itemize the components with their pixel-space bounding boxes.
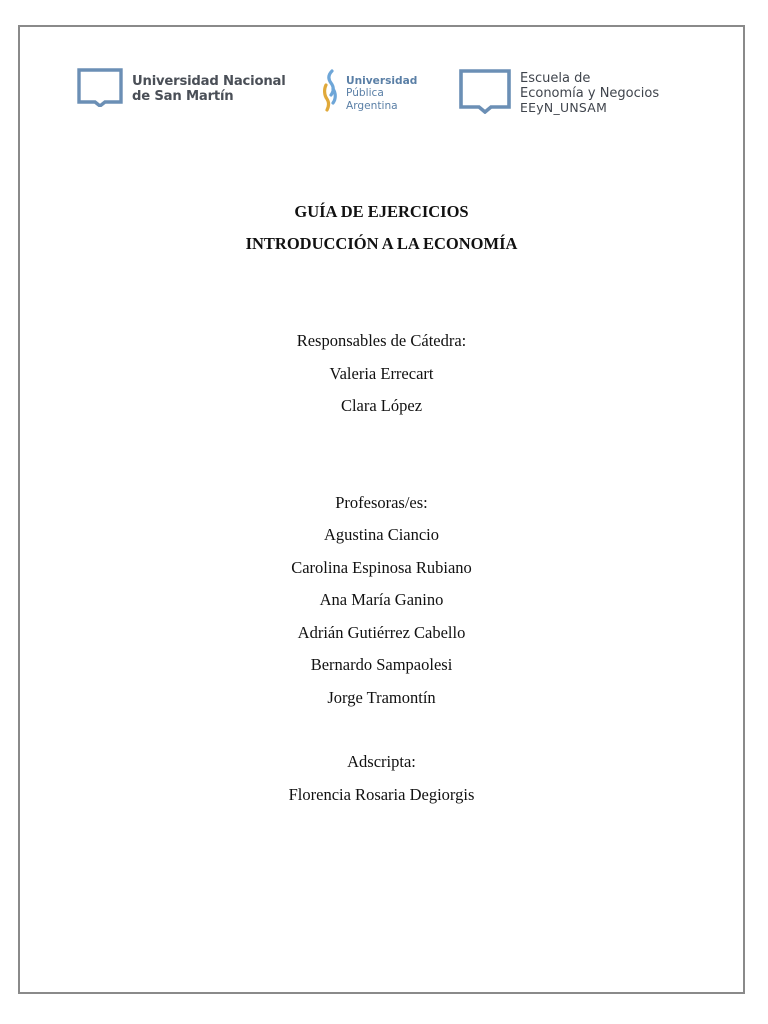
- profesor-name: Adrián Gutiérrez Cabello: [297, 623, 466, 642]
- unsam-line1: Universidad Nacional: [132, 73, 286, 89]
- title-line-1: GUÍA DE EJERCICIOS: [294, 202, 469, 221]
- eeyn-line3: EEyN_UNSAM: [520, 100, 608, 116]
- title-line-2: INTRODUCCIÓN A LA ECONOMÍA: [245, 234, 518, 253]
- profesor-name: Agustina Ciancio: [323, 525, 440, 544]
- responsable-name: Clara López: [340, 396, 423, 415]
- profesor-name: Carolina Espinosa Rubiano: [291, 558, 472, 577]
- eeyn-logo-text: [520, 72, 659, 115]
- eeyn-line1: Escuela de: [520, 71, 591, 86]
- responsable-name: Valeria Errecart: [329, 364, 434, 383]
- book-frame-icon: [459, 68, 511, 119]
- adscripta-name: Florencia Rosaria Degiorgis: [288, 785, 475, 804]
- profesor-name: Jorge Tramontín: [327, 688, 436, 707]
- responsables-heading: Responsables de Cátedra:: [296, 331, 467, 350]
- unsam-line2: de San Martín: [132, 88, 234, 104]
- adscripta-heading: Adscripta:: [347, 752, 416, 771]
- upa-line1: Universidad: [346, 75, 418, 88]
- profesor-name: Ana María Ganino: [319, 590, 444, 609]
- upa-logo-text: [346, 75, 417, 112]
- eeyn-line2: Economía y Negocios: [520, 85, 660, 101]
- upa-line2: Pública: [346, 87, 384, 100]
- upa-logo: [319, 69, 417, 118]
- unsam-logo-text: [132, 75, 286, 104]
- header-logos: [20, 67, 743, 117]
- eeyn-logo: [459, 68, 659, 119]
- upa-emblem-icon: [319, 69, 341, 118]
- unsam-logo: [77, 67, 286, 112]
- profesor-name: Bernardo Sampaolesi: [310, 655, 453, 674]
- profesores-heading: Profesoras/es:: [335, 493, 428, 512]
- upa-line3: Argentina: [346, 99, 398, 112]
- document-page: [18, 25, 745, 994]
- book-frame-icon: [77, 67, 123, 112]
